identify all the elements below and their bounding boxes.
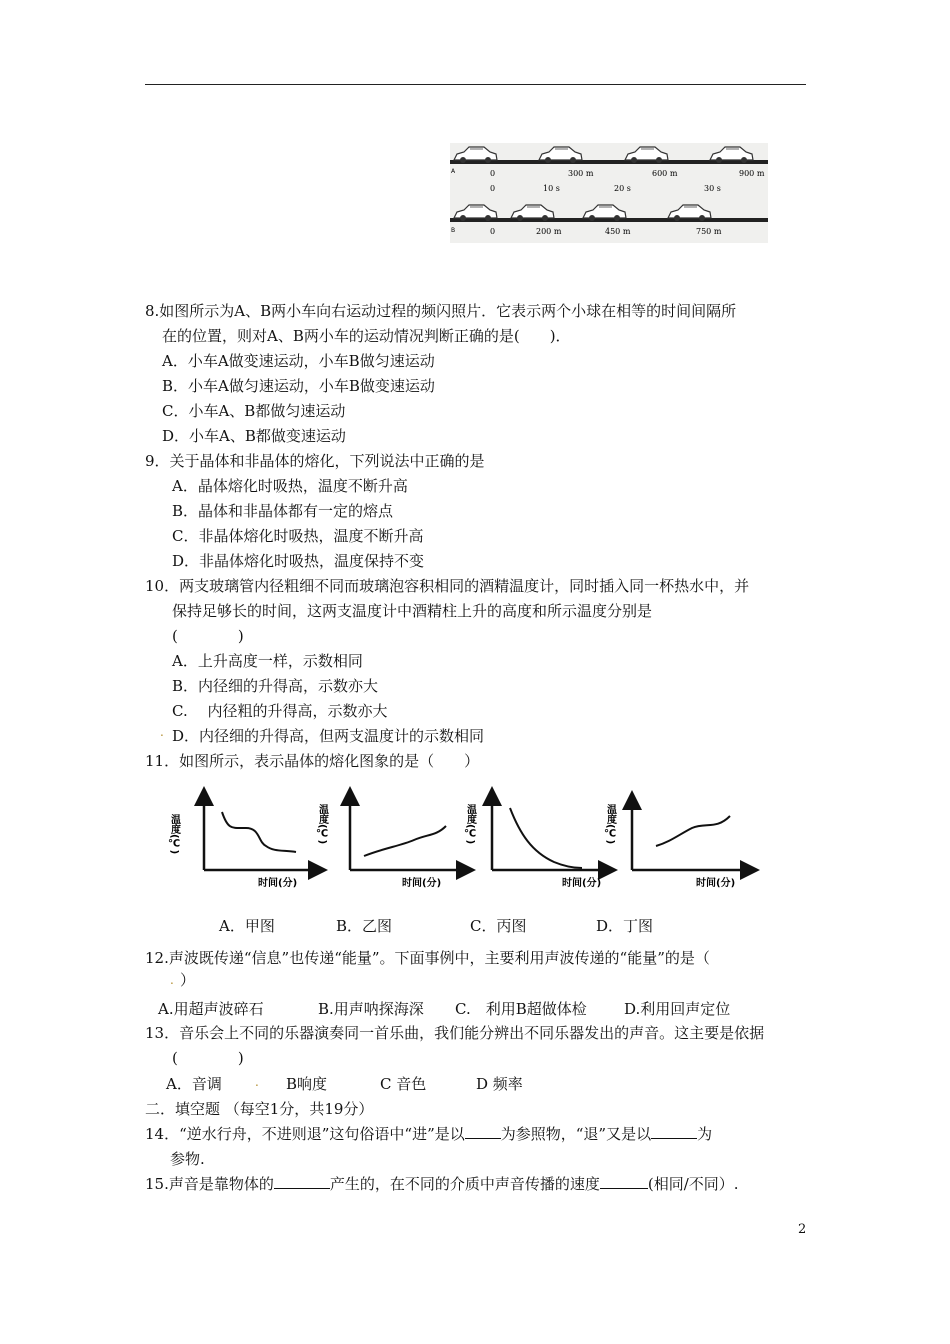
b-pos-3: 750 m xyxy=(696,227,722,236)
a-pos-2: 600 m xyxy=(652,169,678,178)
q8-option-d: D．小车A、B都做变速运动 xyxy=(162,427,346,445)
q9-stem: 9．关于晶体和非晶体的熔化，下列说法中正确的是 xyxy=(145,452,485,470)
graph-bing-y-label: 温度(℃) xyxy=(464,804,476,845)
q15-blank-2[interactable] xyxy=(600,1174,648,1189)
q10-option-d: D．内径细的升得高，但两支温度计的示数相同 xyxy=(172,727,485,745)
q9-option-b: B．晶体和非晶体都有一定的熔点 xyxy=(172,502,394,520)
q11-stem: 11．如图所示，表示晶体的熔化图象的是（ ） xyxy=(145,752,480,770)
q14-line1 xyxy=(145,1124,712,1144)
car-strobe-figure xyxy=(450,143,768,243)
graph-jia-x-label: 时间(分) xyxy=(258,878,298,889)
q10-stem-line2: 保持足够长的时间，这两支温度计中酒精柱上升的高度和所示温度分别是 xyxy=(172,602,653,620)
graph-yi-x-label: 时间(分) xyxy=(402,878,442,889)
q13-option-d: D 频率 xyxy=(476,1075,523,1093)
time-1: 10 s xyxy=(543,184,560,193)
q15-text-2: 产生的，在不同的介质中声音传播的速度 xyxy=(329,1175,600,1193)
q9-option-a: A．晶体熔化时吸热，温度不断升高 xyxy=(172,477,408,495)
q15-line xyxy=(145,1174,739,1194)
stray-dot-3: . xyxy=(255,1075,259,1089)
q13-stem: 13．音乐会上不同的乐器演奏同一首乐曲，我们能分辨出不同乐器发出的声音。这主要是依据 xyxy=(145,1024,765,1042)
q11-option-a: A．甲图 xyxy=(219,917,275,935)
q13-option-a: A．音调 xyxy=(166,1075,222,1093)
time-2: 20 s xyxy=(614,184,631,193)
q10-option-b: B．内径细的升得高，示数亦大 xyxy=(172,677,379,695)
header-rule xyxy=(145,84,806,85)
a-pos-0: 0 xyxy=(490,169,496,178)
graph-jia-y-label: 温度(℃) xyxy=(168,814,180,855)
q10-stem-line1: 10．两支玻璃管内径粗细不同而玻璃泡容积相同的酒精温度计，同时插入同一杯热水中，并 xyxy=(145,577,750,595)
track-b xyxy=(450,218,768,222)
graph-ding xyxy=(604,800,750,889)
graph-bing xyxy=(464,796,608,889)
b-pos-0: 0 xyxy=(490,227,496,236)
q15-text-1: 15.声音是靠物体的 xyxy=(145,1175,274,1193)
graph-jia xyxy=(168,796,318,889)
q12-option-a: A.用超声波碎石 xyxy=(158,1000,264,1018)
graph-bing-x-label: 时间(分) xyxy=(562,878,602,889)
q12-option-b: B.用声呐探海深 xyxy=(318,1000,424,1018)
q14-text-1: 14．“逆水行舟，不进则退”这句俗语中“进”是以 xyxy=(145,1125,465,1143)
q12-stem-line1: 12.声波既传递“信息”也传递“能量”。下面事例中，主要利用声波传递的“能量”的是（ xyxy=(145,949,710,967)
q12-option-d: D.利用回声定位 xyxy=(624,1000,731,1018)
stray-dot-2: . xyxy=(170,973,174,987)
graph-ding-x-label: 时间(分) xyxy=(696,878,736,889)
graph-yi-y-label: 温度(℃) xyxy=(316,804,328,845)
car-strobe-svg xyxy=(450,143,768,243)
time-3: 30 s xyxy=(704,184,721,193)
q11-option-b: B．乙图 xyxy=(336,917,393,935)
q8-stem-line1: 8.如图所示为A、B两小车向右运动过程的频闪照片．它表示两个小球在相等的时间间隔所 xyxy=(145,302,737,320)
q11-option-d: D．丁图 xyxy=(596,917,654,935)
row-b-label: B xyxy=(451,227,456,234)
q10-answer-paren: ( ) xyxy=(172,627,244,645)
stray-dot: . xyxy=(160,725,164,739)
q12-option-c: C. 利用B超做体检 xyxy=(455,1000,587,1018)
graph-ding-y-label: 温度(℃) xyxy=(604,804,616,845)
q10-option-a: A．上升高度一样，示数相同 xyxy=(172,652,363,670)
q8-option-a: A．小车A做变速运动，小车B做匀速运动 xyxy=(162,352,435,370)
q10-option-c: C. 内径粗的升得高，示数亦大 xyxy=(172,702,388,720)
q8-option-c: C．小车A、B都做匀速运动 xyxy=(162,402,346,420)
q13-option-b: B响度 xyxy=(286,1075,328,1093)
q8-stem-line2: 在的位置，则对A、B两小车的运动情况判断正确的是( )． xyxy=(162,327,571,345)
page-number: 2 xyxy=(798,1222,807,1237)
q11-option-c: C．丙图 xyxy=(470,917,527,935)
graph-yi xyxy=(316,796,466,889)
q12-stem-line2: ） xyxy=(180,971,196,989)
a-pos-1: 300 m xyxy=(568,169,594,178)
q13-answer-paren: ( ) xyxy=(172,1049,244,1067)
row-a-label: A xyxy=(451,168,456,175)
q15-blank-1[interactable] xyxy=(274,1174,330,1189)
q13-option-c: C 音色 xyxy=(380,1075,427,1093)
q14-text-3: 为 xyxy=(697,1125,713,1143)
q15-text-3: (相同/不同）. xyxy=(647,1175,739,1193)
time-0: 0 xyxy=(490,184,496,193)
q14-blank-2[interactable] xyxy=(651,1124,697,1139)
b-pos-1: 200 m xyxy=(536,227,562,236)
section2-title: 二．填空题 （每空1分，共19分） xyxy=(145,1100,374,1118)
q14-blank-1[interactable] xyxy=(465,1124,501,1139)
q9-option-d: D．非晶体熔化时吸热，温度保持不变 xyxy=(172,552,425,570)
melting-graphs-svg xyxy=(170,790,760,890)
q8-option-b: B．小车A做匀速运动，小车B做变速运动 xyxy=(162,377,435,395)
melting-graphs xyxy=(170,790,760,890)
a-pos-3: 900 m xyxy=(739,169,765,178)
q14-line2: 参物. xyxy=(170,1150,205,1168)
q14-text-2: 为参照物，“退”又是以 xyxy=(500,1125,652,1143)
b-pos-2: 450 m xyxy=(605,227,631,236)
q9-option-c: C．非晶体熔化时吸热，温度不断升高 xyxy=(172,527,424,545)
